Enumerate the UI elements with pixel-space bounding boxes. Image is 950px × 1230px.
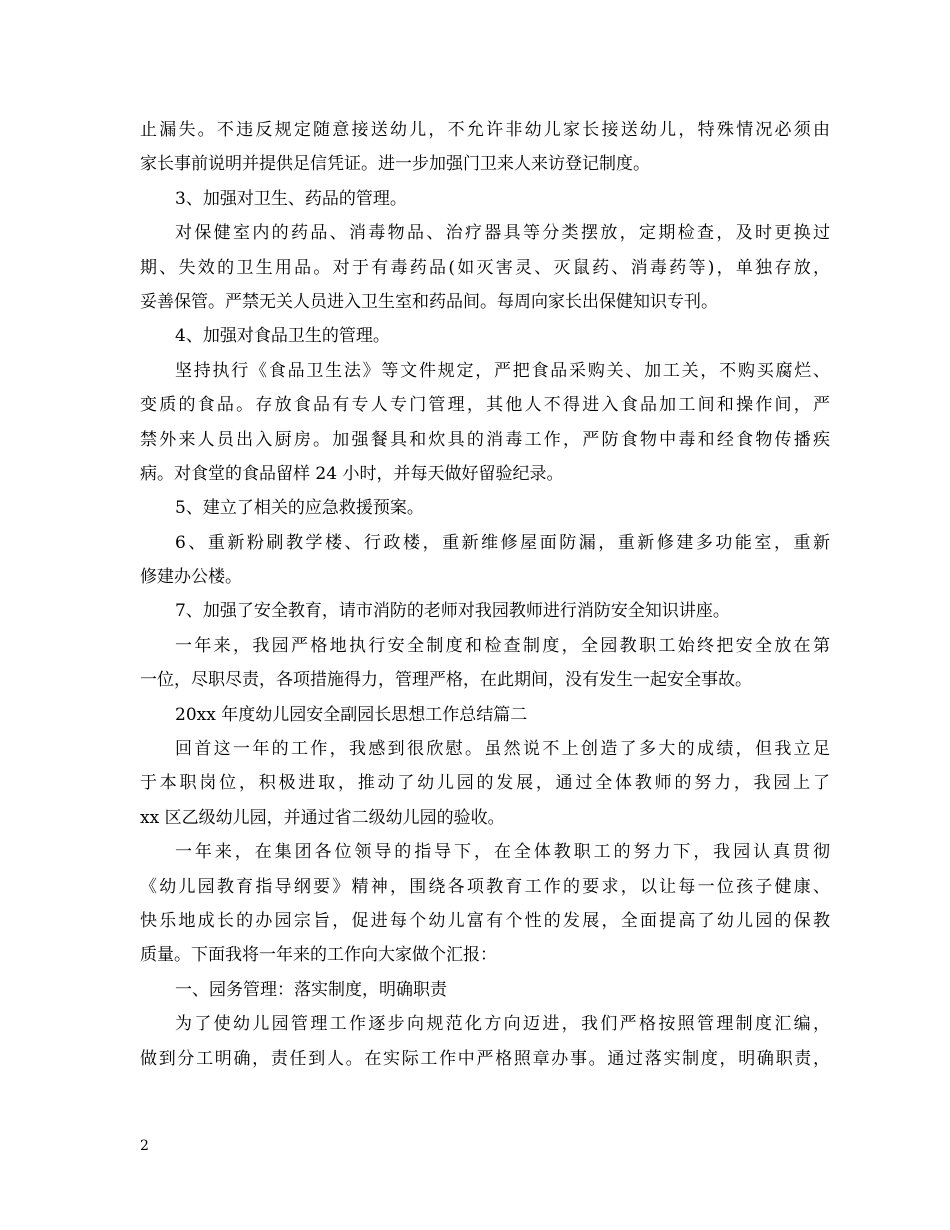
text-line: 6、重新粉刷教学楼、行政楼，重新维修屋面防漏，重新修建多功能室，重新 (175, 532, 830, 553)
text-line: 禁外来人员出入厨房。加强餐具和炊具的消毒工作，严防食物中毒和经食物传播疾 (140, 429, 830, 450)
text-line: 快乐地成长的办园宗旨，促进每个幼儿富有个性的发展，全面提高了幼儿园的保教 (140, 910, 830, 931)
text-line: 变质的食品。存放食品有专人专门管理，其他人不得进入食品加工间和操作间，严 (140, 395, 830, 416)
text-line: 修建办公楼。 (140, 567, 242, 588)
text-line: 家长事前说明并提供足信凭证。进一步加强门卫来人来访登记制度。 (140, 154, 650, 175)
text-line: 止漏失。不违反规定随意接送幼儿，不允许非幼儿家长接送幼儿，特殊情况必须由 (140, 120, 830, 140)
text-line: 做到分工明确，责任到人。在实际工作中严格照章办事。通过落实制度，明确职责， (140, 1048, 830, 1069)
text-line: 质量。下面我将一年来的工作向大家做个汇报： (140, 945, 497, 966)
text-line: 期、失效的卫生用品。对于有毒药品(如灭害灵、灭鼠药、消毒药等)，单独存放， (140, 257, 830, 278)
text-line: 一、园务管理：落实制度，明确职责 (175, 979, 447, 1000)
text-line: 20xx 年度幼儿园安全副园长思想工作总结篇二 (175, 704, 528, 725)
text-line: 5、建立了相关的应急救援预案。 (175, 498, 424, 519)
text-line: 《幼儿园教育指导纲要》精神，围绕各项教育工作的要求，以让每一位孩子健康、 (140, 876, 830, 897)
text-line: 回首这一年的工作，我感到很欣慰。虽然说不上创造了多大的成绩，但我立足 (175, 739, 830, 760)
text-line: 对保健室内的药品、消毒物品、治疗器具等分类摆放，定期检查，及时更换过 (175, 223, 830, 244)
text-line: 一位，尽职尽责，各项措施得力，管理严格，在此期间，没有发生一起安全事故。 (140, 670, 752, 691)
text-line: xx 区乙级幼儿园，并通过省二级幼儿园的验收。 (140, 807, 505, 828)
text-line: 为了使幼儿园管理工作逐步向规范化方向迈进，我们严格按照管理制度汇编， (175, 1014, 830, 1035)
text-line: 3、加强对卫生、药品的管理。 (175, 188, 407, 209)
text-line: 7、加强了安全教育，请市消防的老师对我园教师进行消防安全知识讲座。 (175, 601, 730, 622)
text-line: 一年来，我园严格地执行安全制度和检查制度，全园教职工始终把安全放在第 (175, 635, 830, 656)
text-line: 病。对食堂的食品留样 24 小时，并每天做好留验纪录。 (140, 463, 564, 484)
text-line: 坚持执行《食品卫生法》等文件规定，严把食品采购关、加工关，不购买腐烂、 (175, 360, 830, 381)
text-line: 于本职岗位，积极进取，推动了幼儿园的发展，通过全体教师的努力，我园上了 (140, 773, 830, 794)
text-line: 4、加强对食品卫生的管理。 (175, 326, 390, 347)
text-line: 妥善保管。严禁无关人员进入卫生室和药品间。每周向家长出保健知识专刊。 (140, 291, 718, 312)
page-number: 2 (140, 1138, 149, 1154)
document-body (140, 113, 830, 1076)
text-line: 一年来，在集团各位领导的指导下，在全体教职工的努力下，我园认真贯彻 (175, 842, 830, 863)
